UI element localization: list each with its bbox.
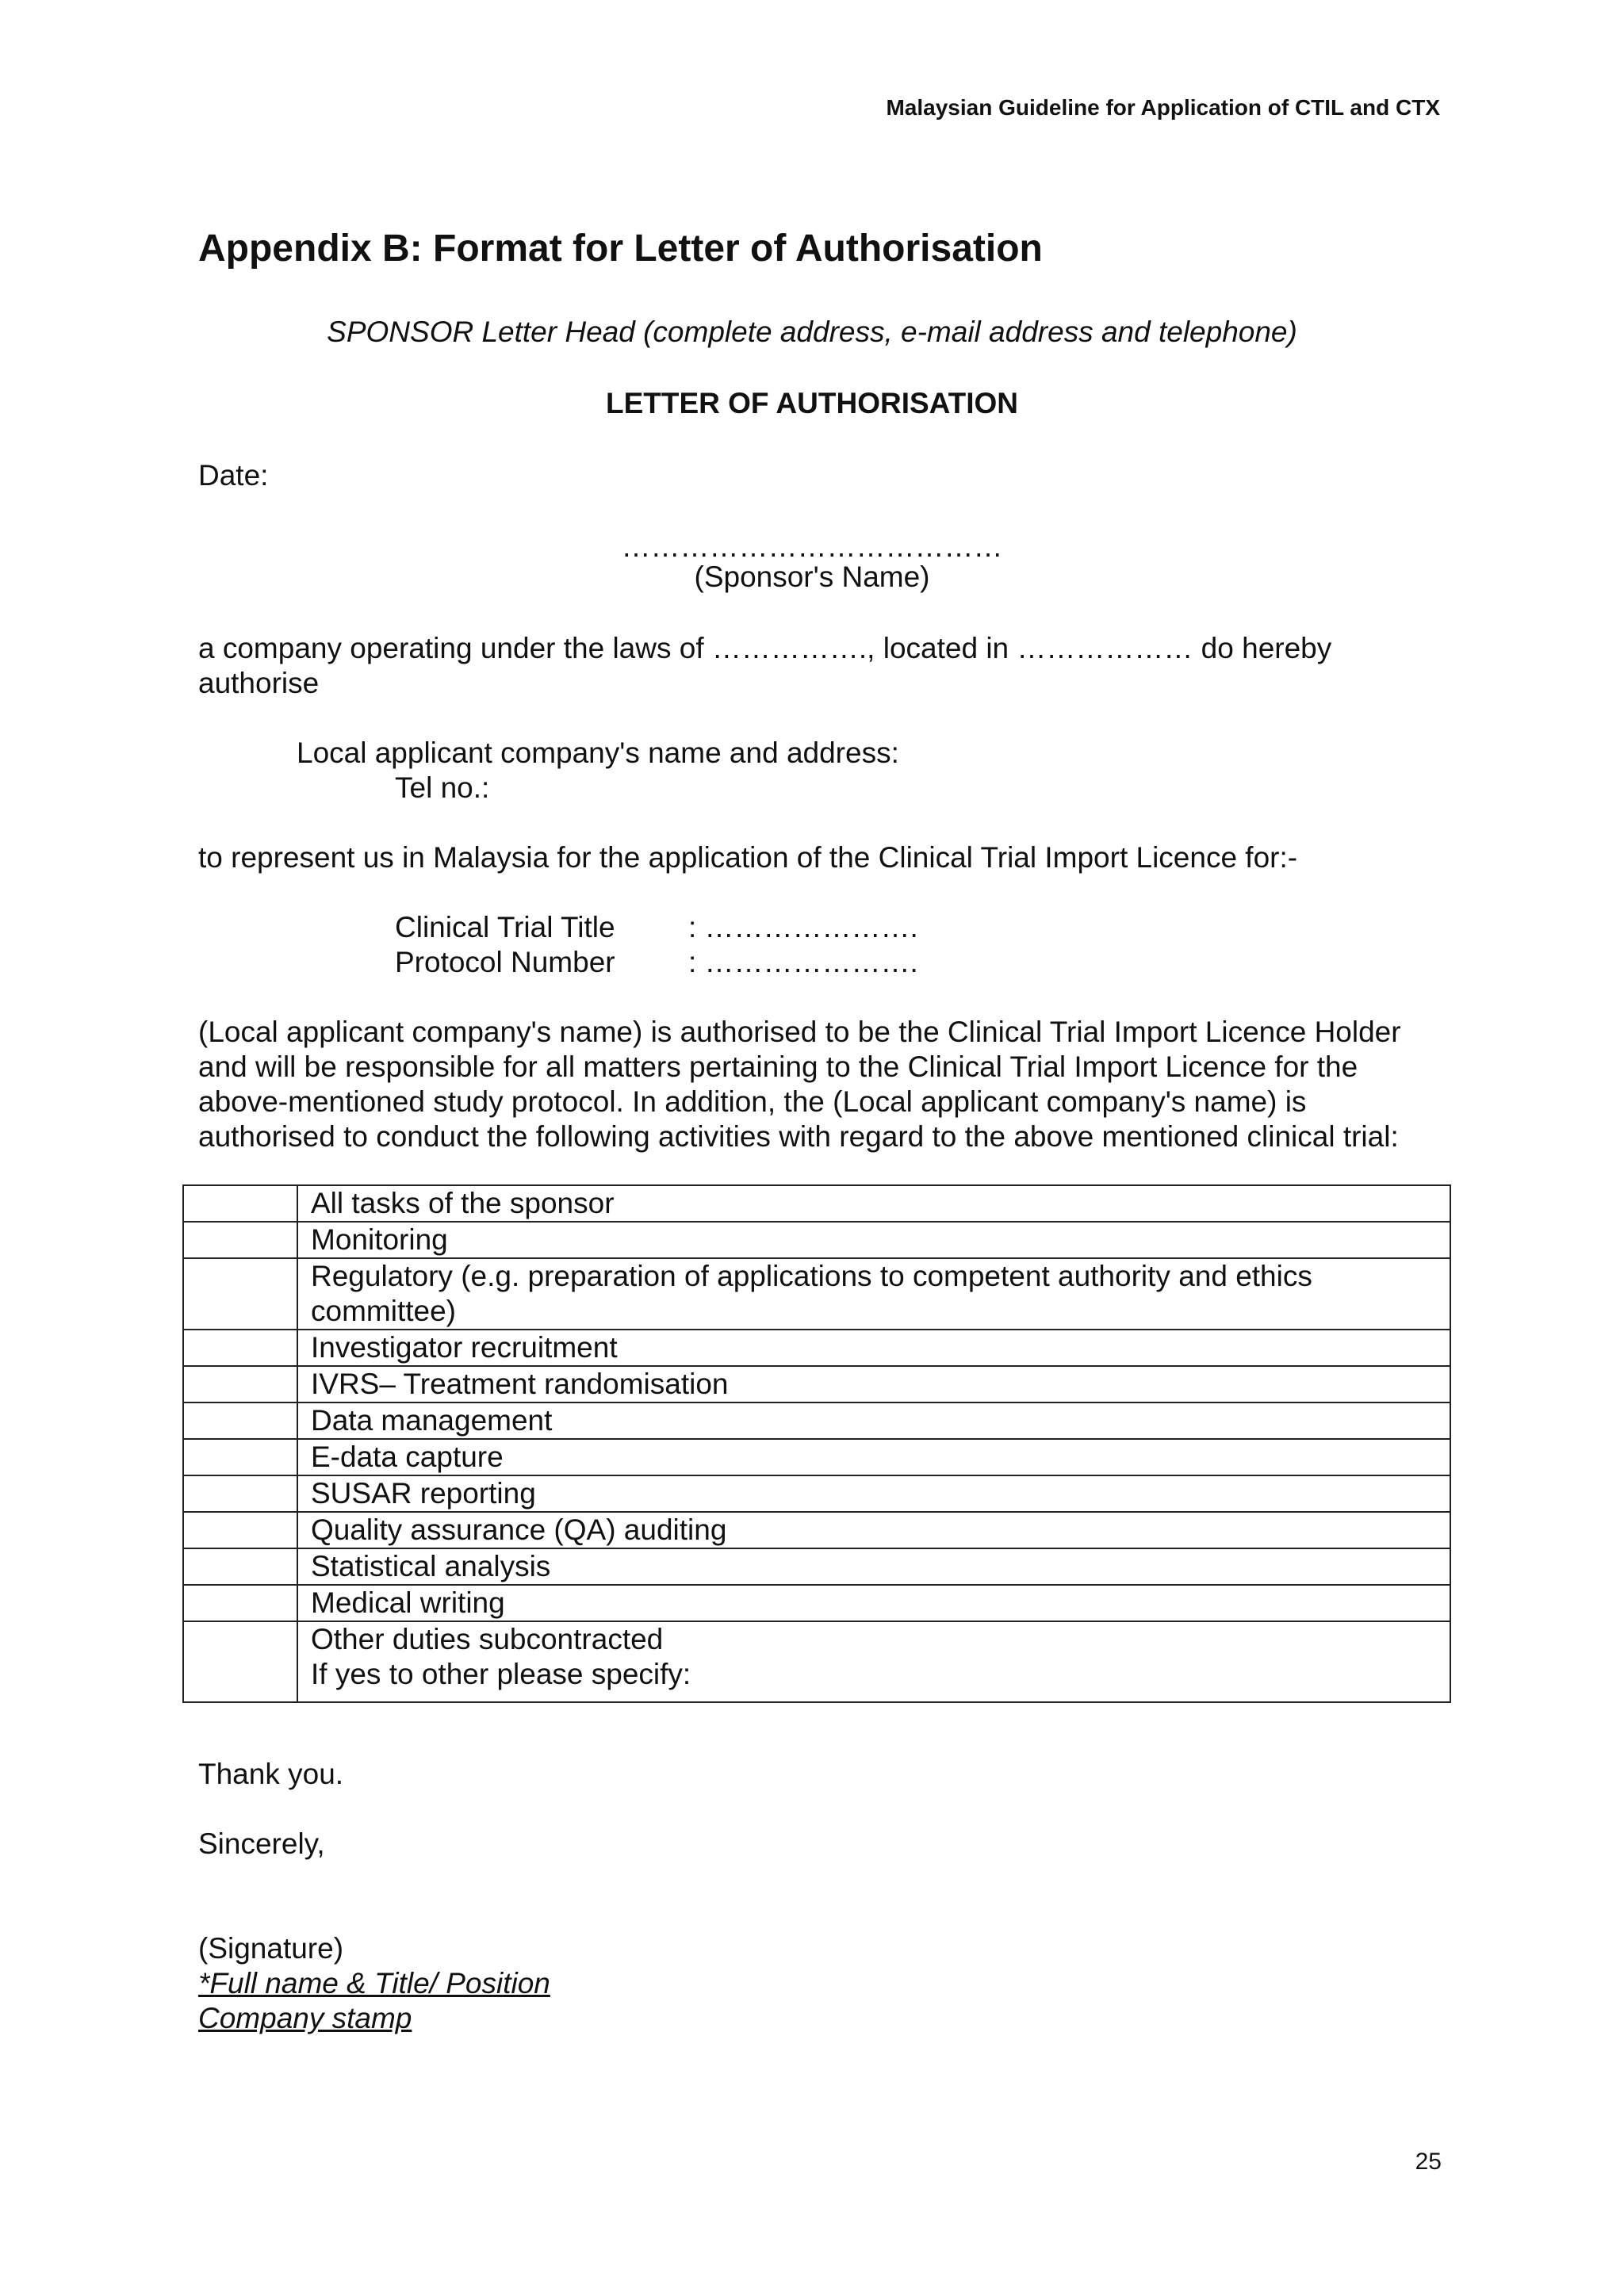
- authorisation-paragraph: [198, 1015, 1451, 1154]
- checkbox-cell[interactable]: [183, 1330, 297, 1366]
- activity-label: Medical writing: [297, 1585, 1450, 1621]
- field-row-protocol-number: [395, 945, 918, 980]
- field-value: : ………………….: [688, 946, 918, 978]
- trial-fields: [395, 910, 918, 980]
- table-row: [183, 1475, 1450, 1512]
- thank-you-text: Thank you.: [198, 1758, 344, 1790]
- checkbox-cell[interactable]: [183, 1185, 297, 1222]
- checkbox-cell[interactable]: [183, 1475, 297, 1512]
- paragraph-line: and will be responsible for all matters pertaining to the Clinical Trial Import Licence for the: [198, 1050, 1358, 1083]
- local-applicant-label: Local applicant company's name and address:: [297, 737, 899, 769]
- paragraph-line: authorised to conduct the following activities with regard to the above mentioned clinical trial:: [198, 1120, 1399, 1153]
- table-row: [183, 1548, 1450, 1585]
- table-row: [183, 1402, 1450, 1439]
- table-row: [183, 1366, 1450, 1402]
- authorise-line-1: a company operating under the laws of ……………., located in ……………… do hereby: [198, 632, 1332, 664]
- paragraph-line: (Local applicant company's name) is authorised to be the Clinical Trial Import Licence Holder: [198, 1016, 1401, 1048]
- activity-label-other: [297, 1621, 1450, 1702]
- date-label: Date:: [198, 459, 269, 492]
- activity-label: Regulatory (e.g. preparation of applications to competent authority and ethics committee): [297, 1258, 1450, 1330]
- table-row: [183, 1621, 1450, 1702]
- letterhead-placeholder: SPONSOR Letter Head (complete address, e-mail address and telephone): [327, 316, 1297, 348]
- sponsor-name-dots: …………………………………: [621, 530, 1003, 563]
- page-number: 25: [1415, 2149, 1442, 2175]
- activity-label: All tasks of the sponsor: [297, 1185, 1450, 1222]
- table-row: [183, 1512, 1450, 1548]
- table-row: [183, 1585, 1450, 1621]
- checkbox-cell[interactable]: [183, 1548, 297, 1585]
- checkbox-cell[interactable]: [183, 1585, 297, 1621]
- checkbox-cell[interactable]: [183, 1258, 297, 1330]
- field-label: Protocol Number: [395, 946, 615, 978]
- table-row: [183, 1185, 1450, 1222]
- checkbox-cell[interactable]: [183, 1621, 297, 1702]
- activity-label: Statistical analysis: [297, 1548, 1450, 1585]
- authorise-line-2: authorise: [198, 667, 320, 699]
- activity-label: Investigator recruitment: [297, 1330, 1450, 1366]
- appendix-title: Appendix B: Format for Letter of Authorisation: [198, 228, 1043, 270]
- other-specify-label: If yes to other please specify:: [311, 1658, 691, 1690]
- activity-label: E-data capture: [297, 1439, 1450, 1475]
- checkbox-cell[interactable]: [183, 1222, 297, 1258]
- field-label: Clinical Trial Title: [395, 911, 615, 943]
- checkbox-cell[interactable]: [183, 1402, 297, 1439]
- table-row: [183, 1222, 1450, 1258]
- signature-label: (Signature): [198, 1932, 344, 1965]
- field-row-clinical-trial-title: [395, 910, 918, 945]
- company-stamp-label: Company stamp: [198, 2002, 412, 2034]
- activity-label: Monitoring: [297, 1222, 1450, 1258]
- activity-label: Quality assurance (QA) auditing: [297, 1512, 1450, 1548]
- activity-label: SUSAR reporting: [297, 1475, 1450, 1512]
- field-value: : ………………….: [688, 911, 918, 943]
- table-row: [183, 1439, 1450, 1475]
- checkbox-cell[interactable]: [183, 1512, 297, 1548]
- closing-text: Sincerely,: [198, 1827, 325, 1860]
- sponsor-name-label: (Sponsor's Name): [694, 561, 930, 593]
- tel-label: Tel no.:: [395, 771, 490, 804]
- activity-label: Other duties subcontracted: [311, 1623, 664, 1655]
- checkbox-cell[interactable]: [183, 1439, 297, 1475]
- checkbox-cell[interactable]: [183, 1366, 297, 1402]
- running-header: Malaysian Guideline for Application of CTIL and CTX: [886, 95, 1440, 120]
- full-name-title-label: *Full name & Title/ Position: [198, 1967, 550, 1999]
- represent-text: to represent us in Malaysia for the application of the Clinical Trial Import Licence for:-: [198, 841, 1298, 874]
- paragraph-line: above-mentioned study protocol. In addition, the (Local applicant company's name) is: [198, 1085, 1307, 1118]
- activity-label: Data management: [297, 1402, 1450, 1439]
- activities-table: [182, 1184, 1451, 1703]
- table-row: [183, 1330, 1450, 1366]
- activity-label: IVRS– Treatment randomisation: [297, 1366, 1450, 1402]
- letter-title: LETTER OF AUTHORISATION: [605, 387, 1019, 419]
- table-row: [183, 1258, 1450, 1330]
